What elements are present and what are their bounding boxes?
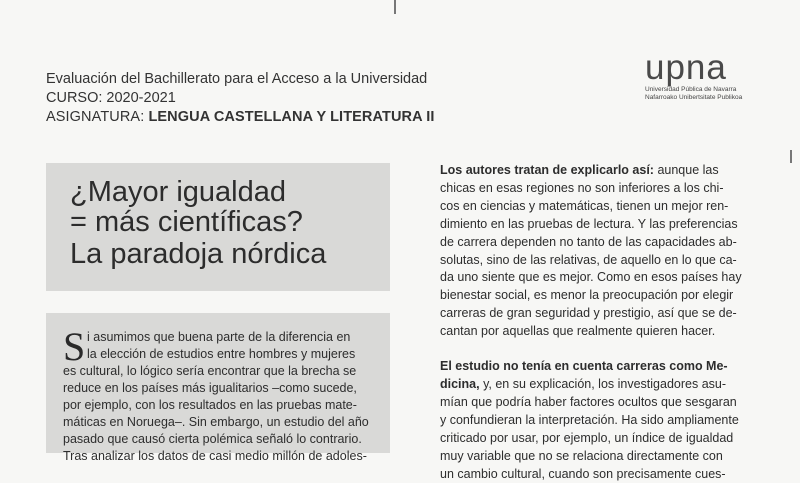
paragraph-line: da uno siente que es mejor. Como en esos países hay xyxy=(440,269,742,287)
course-year: CURSO: 2020-2021 xyxy=(46,89,435,108)
upna-logo xyxy=(645,50,765,102)
article-title-line: = más científicas? xyxy=(70,207,303,237)
paragraph-line: carreras de gran seguridad y prestigio, así que se de- xyxy=(440,305,742,323)
paragraph-line: y confundieran la interpretación. Ha sido ampliamente xyxy=(440,412,742,430)
intro-line: por ejemplo, con los resultados en las pruebas mate- xyxy=(63,397,357,414)
article-title-line: ¿Mayor igualdad xyxy=(70,177,286,207)
intro-line: máticas en Noruega–. Sin embargo, un estudio del año xyxy=(63,414,369,431)
logo-subtitle-eu: Nafarroako Unibertsitate Publikoa xyxy=(645,94,765,102)
subject-label: ASIGNATURA: xyxy=(46,109,148,125)
paragraph-line: cantan por aquellas que realmente quieren hacer. xyxy=(440,323,742,341)
paragraph-gap xyxy=(440,341,742,358)
subject-value: LENGUA CASTELLANA Y LITERATURA II xyxy=(148,109,434,125)
paragraph-lead: El estudio no tenía en cuenta carreras como Me- xyxy=(440,359,728,373)
paragraph-line: chicas en esas regiones no son inferiores a los chi- xyxy=(440,180,742,198)
paragraph-line: solutas, sino de las relativas, de aquello en lo que ca- xyxy=(440,252,742,270)
paragraph-lead: dicina, xyxy=(440,377,480,391)
paragraph-line: un cambio cultural, cuando son precisamente cues- xyxy=(440,466,742,483)
intro-line: i asumimos que buena parte de la diferencia en xyxy=(87,329,350,346)
right-column xyxy=(440,162,742,483)
paragraph-line: criticado por usar, por ejemplo, un índice de igualdad xyxy=(440,430,742,448)
paragraph-line: de carrera dependen no tanto de las capacidades ab- xyxy=(440,234,742,252)
paragraph-line xyxy=(440,358,742,376)
logo-wordmark: upna xyxy=(645,50,765,86)
intro-line: reduce en los países más igualitarios –como sucede, xyxy=(63,380,357,397)
drop-cap: S xyxy=(63,327,85,367)
article-title-line: La paradoja nórdica xyxy=(70,239,326,269)
paragraph-line: cos en ciencias y matemáticas, tienen un mejor ren- xyxy=(440,198,742,216)
paragraph-line: bienestar social, es menor la preocupación por elegir xyxy=(440,287,742,305)
article-title-box xyxy=(46,163,390,291)
exam-title: Evaluación del Bachillerato para el Acceso a la Universidad xyxy=(46,70,435,89)
paragraph-line: muy variable que no se relaciona directamente con xyxy=(440,448,742,466)
scan-mark-right xyxy=(790,150,792,163)
intro-line: pasado que causó cierta polémica señaló lo contrario. xyxy=(63,431,362,448)
paragraph-line: dicina, y, en su explicación, los investigadores asu- xyxy=(440,376,742,394)
subject-line xyxy=(46,108,435,127)
paragraph-lead: Los autores tratan de explicarlo así: xyxy=(440,163,654,177)
scan-mark-top xyxy=(394,0,396,14)
intro-line: la elección de estudios entre hombres y mujeres xyxy=(87,346,355,363)
logo-subtitle-es: Universidad Pública de Navarra xyxy=(645,86,765,94)
paragraph-line: Los autores tratan de explicarlo así: aunque las xyxy=(440,162,742,180)
paragraph-line: dimiento en las pruebas de lectura. Y las preferencias xyxy=(440,216,742,234)
paragraph-line: mían que podría haber factores ocultos que sesgaran xyxy=(440,394,742,412)
intro-line: es cultural, lo lógico sería encontrar que la brecha se xyxy=(63,363,356,380)
intro-line: Tras analizar los datos de casi medio millón de adoles- xyxy=(63,448,367,465)
exam-header xyxy=(46,70,435,127)
